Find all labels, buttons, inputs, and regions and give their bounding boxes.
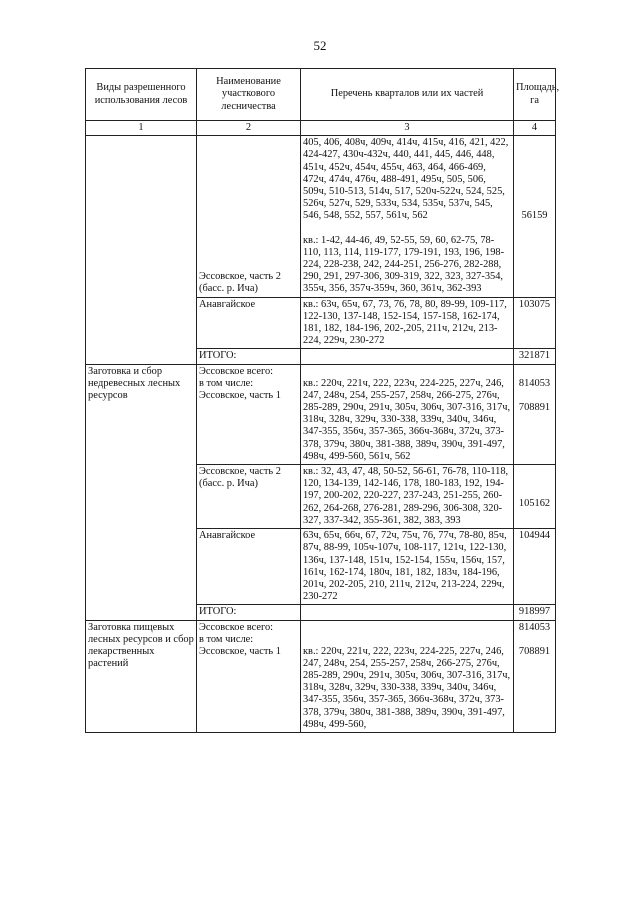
col-number-3: 3 (301, 121, 514, 136)
total-label: ИТОГО: (197, 349, 301, 364)
quarter-list-cell (301, 364, 514, 464)
forestry-part-label: Эссовское, часть 1 (199, 390, 281, 402)
col-number-4: 4 (514, 121, 556, 136)
use-type-cell: Заготовка пищевых лесных ресурсов и сбор лекарственных растений (86, 620, 197, 732)
area-cell: 105162 (514, 465, 556, 529)
quarter-list-cell (301, 620, 514, 732)
quarter-list-text: 405, 406, 408ч, 409ч, 414ч, 415ч, 416, 421, 422, 424-427, 430ч-432ч, 440, 441, 445, 446, 448, 451ч, 452ч, 454ч, 455ч, 463, 464, 466-469, 472ч, 474ч, 476ч, 488-491, 495ч, 505, 506, 509ч, 510-513, 514ч, 517, 520ч-522ч, 524, 525, 526ч, 527ч, 529, 533ч, 534, 535ч, 537ч, 545, 546, 548, 552, 557, 561ч, 562 (303, 137, 509, 222)
forestry-total-label: Эссовское всего: (199, 621, 274, 633)
forest-use-table (85, 68, 560, 733)
header-use-type: Виды разрешенного использования лесов (86, 69, 197, 121)
col-number-2: 2 (197, 121, 301, 136)
header-quarter-list: Перечень кварталов или их частей (301, 69, 514, 121)
forestry-total-label: Эссовское всего: (199, 365, 274, 377)
header-area: Площадь, га (514, 69, 556, 121)
forestry-cell (197, 620, 301, 732)
table-row (86, 620, 556, 732)
total-label: ИТОГО: (197, 605, 301, 620)
forestry-cell: Эссовское, часть 2 (басс. р. Ича) (197, 136, 301, 297)
forestry-part-label: Эссовское, часть 1 (199, 645, 281, 657)
header-forestry-name: Наименование участкового лесничества (197, 69, 301, 121)
area-cell: 104944 (514, 529, 556, 605)
quarter-list-text: кв.: 1-42, 44-46, 49, 52-55, 59, 60, 62-75, 78-110, 113, 114, 119-177, 179-191, 193, 196, 198-224, 228-238, 242, 244-251, 256-276, 282-288, 290, 291, 297-306, 309-319, 322, 323, 327-354, 355ч, 356, 357ч-359ч, 360, 361ч, 362-393 (303, 234, 505, 295)
forestry-cell (197, 364, 301, 464)
quarter-list-text: кв.: 220ч, 221ч, 222, 223ч, 224-225, 227ч, 246, 247, 248ч, 254, 255-257, 258ч, 266-275, 276ч, 285-289, 290ч, 291ч, 305ч, 306ч, 307-316, 317ч, 318ч, 328ч, 329ч, 330-338, 339ч, 340ч, 346ч, 347-355, 356ч, 357-365, 366ч-368ч, 372ч, 373-378, 379ч, 380ч, 381-388, 389ч, 390ч, 391-497, 498ч, 499-560, 561ч, 562 (303, 377, 511, 462)
quarter-list-cell (301, 136, 514, 297)
use-type-cell-continued (86, 136, 197, 364)
area-total: 814053 (518, 377, 551, 389)
area-cell: 56159 (514, 136, 556, 297)
col-number-1: 1 (86, 121, 197, 136)
quarter-list-cell: кв.: 32, 43, 47, 48, 50-52, 56-61, 76-78, 110-118, 120, 134-139, 142-146, 178, 180-183, 192, 194-197, 200-202, 220-227, 237-243, 251-255, 260-262, 264-268, 276-281, 289-296, 306-308, 320-327, 337-342, 355-361, 382, 383, 393 (301, 465, 514, 529)
use-type-cell: Заготовка и сбор недревесных лесных ресурсов (86, 364, 197, 620)
page-number: 52 (313, 38, 327, 53)
column-number-row (86, 121, 556, 136)
area-total: 814053 (518, 621, 551, 633)
quarter-list-cell: кв.: 63ч, 65ч, 67, 73, 76, 78, 80, 89-99, 109-117, 122-130, 137-148, 152-154, 157-158, 162-174, 181, 182, 184-196, 202-,205, 211ч, 212ч, 213-224, 229ч, 230-272 (301, 297, 514, 349)
forestry-cell: Эссовское, часть 2 (басс. р. Ича) (197, 465, 301, 529)
total-value: 918997 (514, 605, 556, 620)
total-empty (301, 605, 514, 620)
table-row (86, 136, 556, 297)
forestry-cell: Анавгайское (197, 529, 301, 605)
area-cell (514, 620, 556, 732)
quarter-list-cell: 63ч, 65ч, 66ч, 67, 72ч, 75ч, 76, 77ч, 78-80, 85ч, 87ч, 88-99, 105ч-107ч, 108-117, 121ч, 122-130, 136ч, 137-148, 151ч, 152-154, 155ч, 156ч, 157, 161ч, 162-174, 180ч, 181, 182, 183ч, 184-196, 201ч, 202-205, 210, 211ч, 212ч, 213-224, 229ч, 230-272 (301, 529, 514, 605)
header-row (86, 69, 556, 121)
total-value: 321871 (514, 349, 556, 364)
area-part: 708891 (518, 401, 551, 413)
quarter-list-text: кв.: 220ч, 221ч, 222, 223ч, 224-225, 227ч, 246, 247, 248ч, 254, 255-257, 258ч, 266-275, 276ч, 285-289, 290ч, 291ч, 305ч, 306ч, 307-316, 317ч, 318ч, 328ч, 329ч, 330-338, 339ч, 340ч, 346ч, 347-355, 356ч, 357-365, 366ч-368ч, 372ч, 373-378, 379ч, 380ч, 381-388, 389ч, 390ч, 391-497, 498ч, 499-560, (303, 645, 511, 730)
forestry-cell: Анавгайское (197, 297, 301, 349)
area-part: 708891 (518, 645, 551, 657)
including-label: в том числе: (199, 633, 254, 645)
including-label: в том числе: (199, 377, 254, 389)
table-row (86, 364, 556, 464)
area-cell (514, 364, 556, 464)
total-empty (301, 349, 514, 364)
area-cell: 103075 (514, 297, 556, 349)
